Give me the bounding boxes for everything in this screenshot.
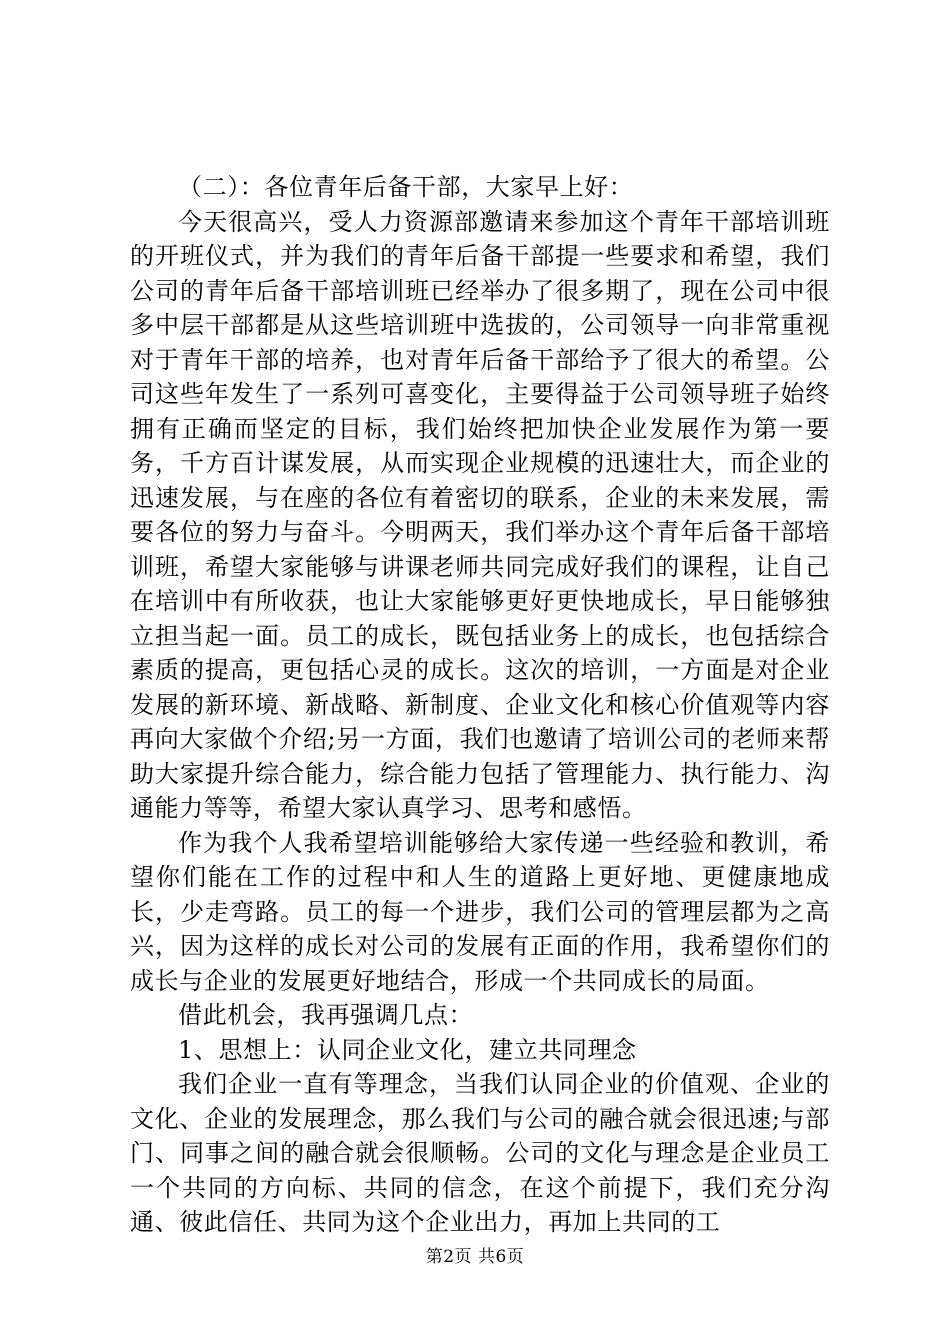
document-body	[130, 170, 830, 1240]
paragraph-culture: 我们企业一直有等理念，当我们认同企业的价值观、企业的文化、企业的发展理念，那么我们与公司的融合就会很迅速;与部门、同事之间的融合就会很顺畅。公司的文化与理念是企业员工一个共同的方向标、共同的信念，在这个前提下，我们充分沟通、彼此信任、共同为这个企业出力，再加上共同的工	[130, 1070, 830, 1236]
paragraph-personal-hope: 作为我个人我希望培训能够给大家传递一些经验和教训，希望你们能在工作的过程中和人生的道路上更好地、更健康地成长，少走弯路。员工的每一个进步，我们公司的管理层都为之高兴，因为这样的成长对公司的发展有正面的作用，我希望你们的成长与企业的发展更好地结合，形成一个共同成长的局面。	[130, 828, 830, 995]
section-heading-1: 1、思想上：认同企业文化，建立共同理念	[178, 1035, 637, 1064]
paragraph-emphasis-intro: 借此机会，我再强调几点：	[178, 1001, 474, 1029]
paragraph-salutation: （二）：各位青年后备干部，大家早上好：	[178, 173, 634, 201]
paragraph-opening-remarks: 今天很高兴，受人力资源部邀请来参加这个青年干部培训班的开班仪式，并为我们的青年后备干部提一些要求和希望，我们公司的青年后备干部培训班已经举办了很多期了，现在公司中很多中层干部都是从这些培训班中选拔的，公司领导一向非常重视对于青年干部的培养，也对青年后备干部给予了很大的希望。公司这些年发生了一系列可喜变化，主要得益于公司领导班子始终拥有正确而坚定的目标，我们始终把加快企业发展作为第一要务，千方百计谋发展，从而实现企业规模的迅速壮大，而企业的迅速发展，与在座的各位有着密切的联系，企业的未来发展，需要各位的努力与奋斗。今明两天，我们举办这个青年后备干部培训班，希望大家能够与讲课老师共同完成好我们的课程，让自己在培训中有所收获，也让大家能够更好更快地成长，早日能够独立担当起一面。员工的成长，既包括业务上的成长，也包括综合素质的提高，更包括心灵的成长。这次的培训，一方面是对企业发展的新环境、新战略、新制度、企业文化和核心价值观等内容再向大家做个介绍;另一方面，我们也邀请了培训公司的老师来帮助大家提升综合能力，综合能力包括了管理能力、执行能力、沟通能力等等，希望大家认真学习、思考和感悟。	[130, 207, 830, 822]
page-footer: 第2页 共6页	[425, 1247, 525, 1267]
